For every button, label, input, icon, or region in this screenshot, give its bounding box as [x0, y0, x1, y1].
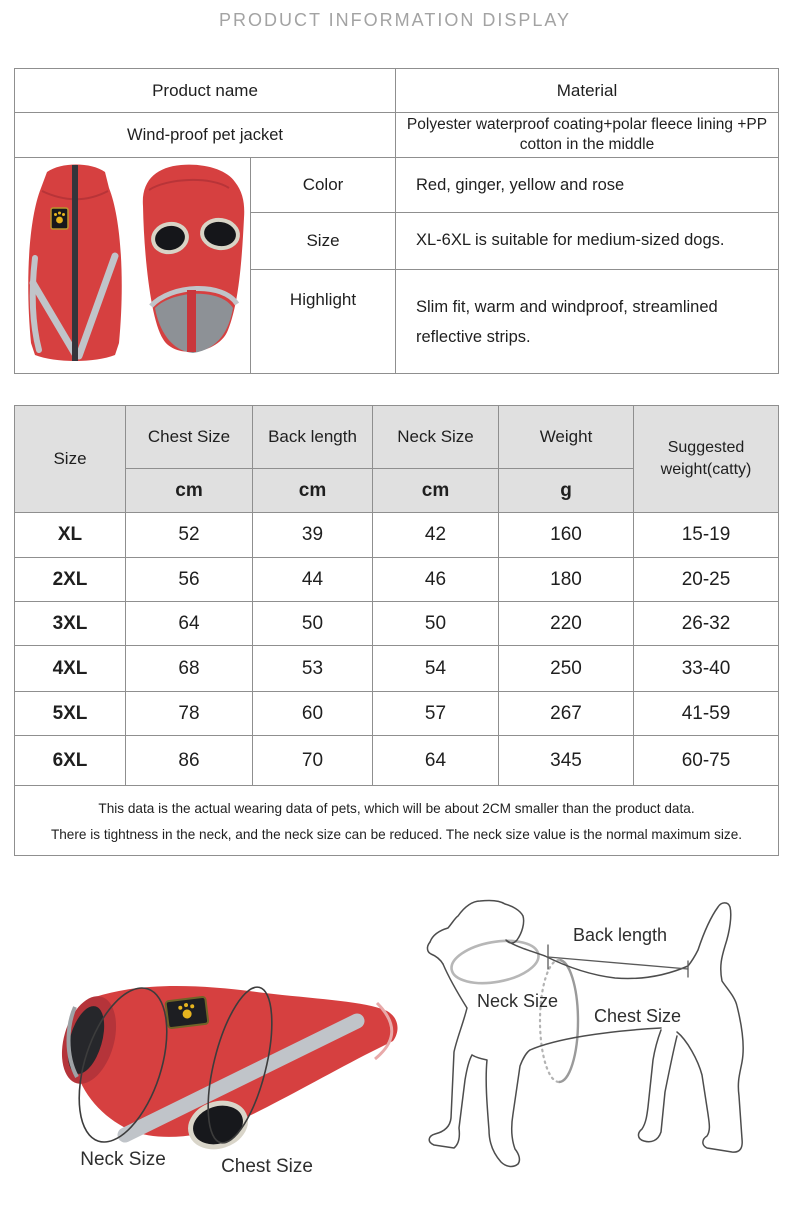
table-row [15, 646, 779, 692]
col-header-suggested: Suggested weight(catty) [634, 406, 779, 513]
cell-back: 60 [253, 692, 373, 736]
size-value: XL-6XL is suitable for medium-sized dogs. [396, 213, 779, 269]
jacket-front-back-image [15, 158, 251, 368]
color-value: Red, ginger, yellow and rose [396, 158, 779, 213]
cell-suggested: 20-25 [634, 558, 779, 602]
cell-weight: 180 [499, 558, 634, 602]
unit-neck: cm [373, 469, 499, 513]
photo-neck-size-label: Neck Size [80, 1149, 166, 1170]
color-label: Color [251, 158, 396, 213]
size-note-line2: There is tightness in the neck, and the neck size can be reduced. The neck size value is the normal maximum size. [50, 826, 743, 842]
size-note [15, 786, 779, 856]
dog-neck-ring [448, 935, 542, 990]
product-name-value: Wind-proof pet jacket [15, 113, 396, 158]
dog-chest-size-label: Chest Size [593, 1006, 682, 1026]
back-length-measure-line [548, 945, 688, 977]
cell-chest: 68 [126, 646, 253, 692]
cell-back: 39 [253, 513, 373, 558]
cell-suggested: 41-59 [634, 692, 779, 736]
cell-size: 4XL [15, 646, 126, 692]
jacket-measurement-photo [25, 945, 425, 1155]
paw-logo-icon [51, 208, 68, 229]
highlight-label: Highlight [251, 269, 396, 373]
dog-chest-ring [559, 960, 578, 1082]
cell-weight: 160 [499, 513, 634, 558]
product-name-header: Product name [15, 69, 396, 113]
product-image-cell [15, 158, 251, 374]
cell-chest: 64 [126, 602, 253, 646]
material-header: Material [396, 69, 779, 113]
highlight-value: Slim fit, warm and windproof, streamlined reflective strips. [396, 269, 779, 373]
cell-size: XL [15, 513, 126, 558]
cell-back: 50 [253, 602, 373, 646]
page-title: PRODUCT INFORMATION DISPLAY [218, 10, 572, 30]
photo-chest-size-label: Chest Size [221, 1156, 313, 1177]
cell-neck: 64 [373, 736, 499, 786]
table-row [15, 692, 779, 736]
col-header-neck: Neck Size [373, 406, 499, 469]
table-row [15, 736, 779, 786]
unit-weight: g [499, 469, 634, 513]
cell-weight: 267 [499, 692, 634, 736]
col-header-back: Back length [253, 406, 373, 469]
table-row [15, 513, 779, 558]
cell-neck: 54 [373, 646, 499, 692]
cell-chest: 86 [126, 736, 253, 786]
size-label: Size [251, 213, 396, 269]
cell-back: 70 [253, 736, 373, 786]
cell-weight: 345 [499, 736, 634, 786]
paw-logo-icon [165, 997, 208, 1029]
unit-back: cm [253, 469, 373, 513]
cell-neck: 57 [373, 692, 499, 736]
cell-size: 6XL [15, 736, 126, 786]
cell-suggested: 26-32 [634, 602, 779, 646]
col-header-chest: Chest Size [126, 406, 253, 469]
cell-back: 44 [253, 558, 373, 602]
cell-chest: 52 [126, 513, 253, 558]
cell-neck: 50 [373, 602, 499, 646]
table-row [15, 558, 779, 602]
cell-size: 5XL [15, 692, 126, 736]
material-value: Polyester waterproof coating+polar fleece lining +PP cotton in the middle [396, 113, 779, 158]
cell-neck: 46 [373, 558, 499, 602]
size-note-line1: This data is the actual wearing data of pets, which will be about 2CM smaller than the product data. [98, 800, 695, 816]
col-header-size: Size [15, 406, 126, 513]
cell-weight: 220 [499, 602, 634, 646]
cell-chest: 56 [126, 558, 253, 602]
cell-suggested: 33-40 [634, 646, 779, 692]
cell-chest: 78 [126, 692, 253, 736]
table-row [15, 602, 779, 646]
unit-chest: cm [126, 469, 253, 513]
cell-neck: 42 [373, 513, 499, 558]
cell-weight: 250 [499, 646, 634, 692]
product-info-table [14, 68, 779, 374]
cell-size: 3XL [15, 602, 126, 646]
cell-suggested: 15-19 [634, 513, 779, 558]
back-length-label: Back length [572, 925, 668, 945]
cell-back: 53 [253, 646, 373, 692]
size-chart-table [14, 405, 779, 856]
cell-size: 2XL [15, 558, 126, 602]
dog-neck-size-label: Neck Size [476, 991, 559, 1011]
col-header-weight: Weight [499, 406, 634, 469]
cell-suggested: 60-75 [634, 736, 779, 786]
